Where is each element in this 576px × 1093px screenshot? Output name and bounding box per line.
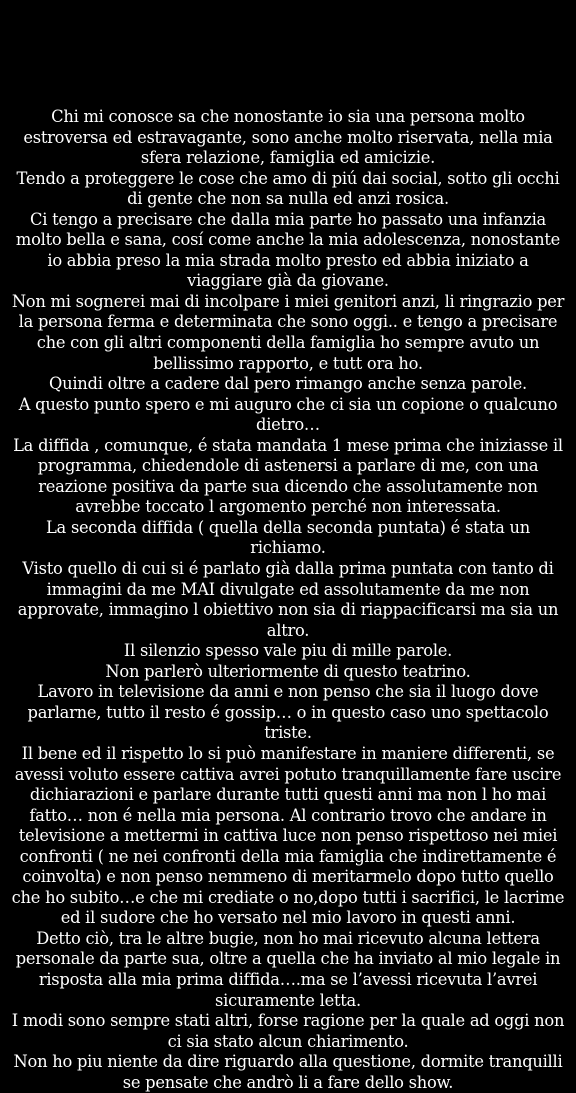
story-paragraph: Detto ciò, tra le altre bugie, non ho mai ricevuto alcuna lettera personale da parte sua, oltre a quella che ha inviato al mio legale in risposta alla mia prima diffida….ma se l’avessi ricevuta l’avrei sicuramente letta. xyxy=(15,928,561,1010)
story-text-block xyxy=(8,107,568,1093)
story-paragraph: Lavoro in televisione da anni e non penso che sia il luogo dove parlarne, tutto il resto é gossip… o in questo caso uno spettacolo triste. xyxy=(27,682,549,743)
story-paragraph: Quindi oltre a cadere dal pero rimango anche senza parole. xyxy=(49,374,527,394)
story-paragraph: Ci tengo a precisare che dalla mia parte ho passato una infanzia molto bella e sana, cosí come anche la mia adolescenza, nonostante io abbia preso la mia strada molto presto ed abbia iniziato a viaggiare già da giovane. xyxy=(15,209,561,291)
story-paragraph: La seconda diffida ( quella della seconda puntata) é stata un richiamo. xyxy=(46,517,530,558)
story-paragraph: La diffida , comunque, é stata mandata 1 mese prima che iniziasse il programma, chiedendole di astenersi a parlare di me, con una reazione positiva da parte sua dicendo che assolutamente non avrebbe toccato l argomento perché non interessata. xyxy=(13,435,563,517)
story-paragraph: Il bene ed il rispetto lo si può manifestare in maniere differenti, se avessi voluto essere cattiva avrei potuto tranquillamente fare uscire dichiarazioni e parlare durante tutti questi anni ma non l ho mai fatto… non é nella mia persona. Al contrario trovo che andare in televisione a mettermi in cattiva luce non penso rispettoso nei miei confronti ( ne nei confronti della mia famiglia che indirettamente é coinvolta) e non penso nemmeno di meritarmelo dopo tutto quello che ho subito…e che mi crediate o no,dopo tutti i sacrifici, le lacrime ed il sudore che ho versato nel mio lavoro in questi anni. xyxy=(11,743,565,928)
story-paragraph: A questo punto spero e mi auguro che ci sia un copione o qualcuno dietro… xyxy=(18,394,558,435)
story-paragraph: Visto quello di cui si é parlato già dalla prima puntata con tanto di immagini da me MAI divulgate ed assolutamente da me non approvate, immagino l obiettivo non sia di riappacificarsi ma sia un altro. xyxy=(17,559,559,640)
story-paragraph: I modi sono sempre stati altri, forse ragione per la quale ad oggi non ci sia stato alcun chiarimento. xyxy=(11,1011,565,1051)
story-paragraph: Tendo a proteggere le cose che amo di piú dai social, sotto gli occhi di gente che non sa nulla ed anzi rosica. xyxy=(16,168,560,209)
story-paragraph: Non parlerò ulteriormente di questo teatrino. xyxy=(105,661,471,681)
story-paragraph: Non ho piu niente da dire riguardo alla questione, dormite tranquilli se pensate che andrò li a fare dello show. xyxy=(13,1052,563,1092)
story-paragraph: Il silenzio spesso vale piu di mille parole. xyxy=(123,641,453,661)
story-paragraph: Chi mi conosce sa che nonostante io sia una persona molto estroversa ed estravagante, sono anche molto riservata, nella mia sfera relazione, famiglia ed amicizie. xyxy=(23,107,553,168)
story-paragraph: Non mi sognerei mai di incolpare i miei genitori anzi, li ringrazio per la persona ferma e determinata che sono oggi.. e tengo a precisare che con gli altri componenti della famiglia ho sempre avuto un bellissimo rapporto, e tutt ora ho. xyxy=(11,291,565,373)
